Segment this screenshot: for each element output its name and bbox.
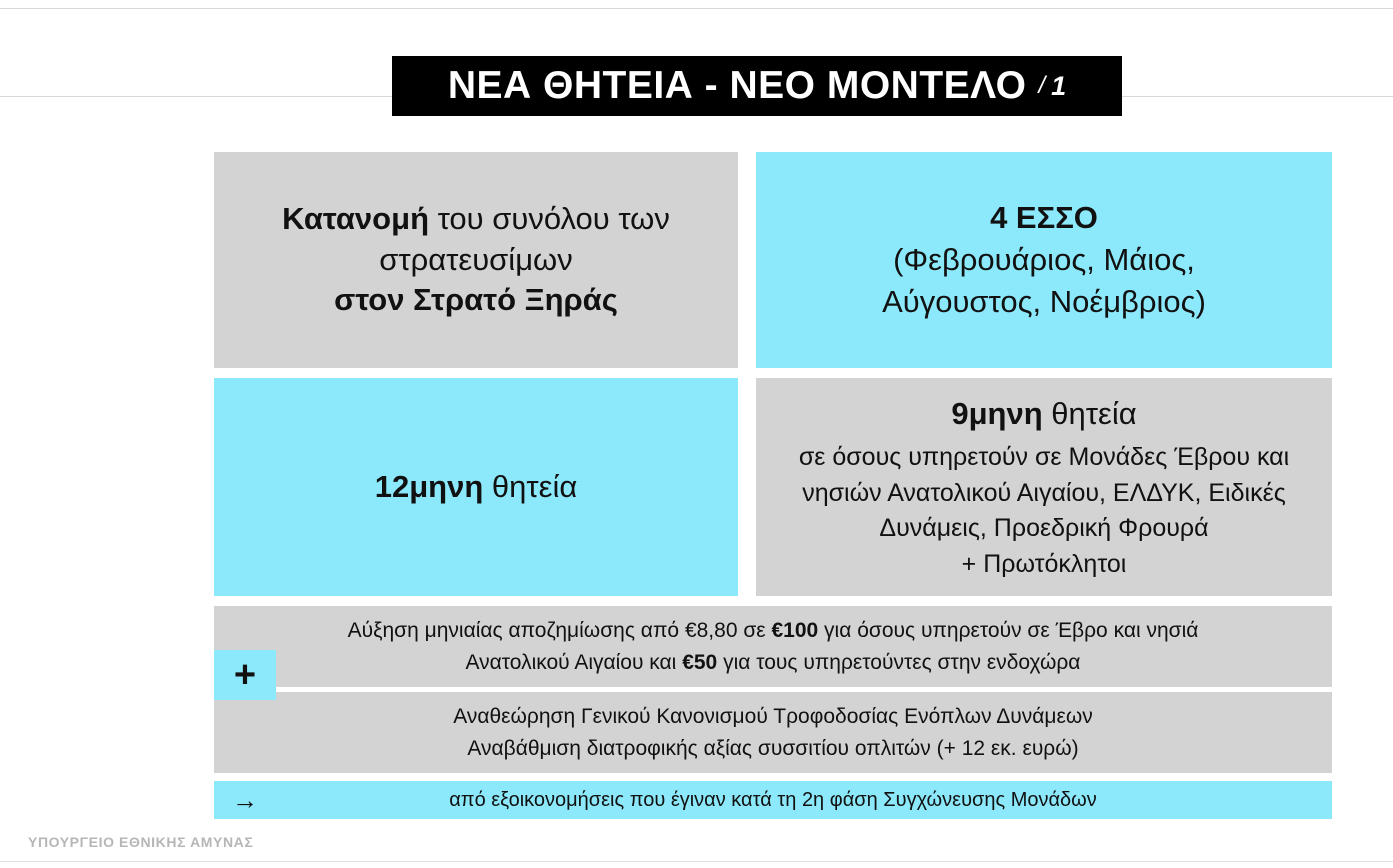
- card-twelve-month-line: [375, 469, 578, 505]
- card-nine-month-heading: [951, 392, 1136, 436]
- arrow-bar-text: από εξοικονομήσεις που έγιναν κατά τη 2η φάση Συγχώνευσης Μονάδων: [214, 781, 1332, 819]
- card-esso-line1: (Φεβρουάριος, Μάιος,: [893, 242, 1195, 278]
- card-nine-month-line1: σε όσους υπηρετούν σε Μονάδες Έβρου και: [798, 443, 1290, 472]
- plus-bar-compensation: [214, 606, 1332, 687]
- card-twelve-month-bold: 12μηνη: [374, 469, 484, 504]
- card-nine-month-line3: Δυνάμεις, Προεδρική Φρουρά: [879, 514, 1209, 543]
- plus-rows: [214, 606, 1332, 773]
- card-allocation-line1-rest: του συνόλου των: [429, 200, 670, 236]
- plus-bar1-bold2: €50: [682, 650, 718, 674]
- card-allocation-line2: στρατευσίμων: [379, 241, 573, 277]
- card-esso-line2: Αύγουστος, Νοέμβριος): [882, 283, 1206, 319]
- card-nine-month-line4: + Πρωτόκλητοι: [961, 549, 1127, 578]
- plus-bar1-bold1: €100: [771, 619, 819, 642]
- card-esso-heading: [990, 197, 1098, 239]
- plus-bar2-line1: Αναθεώρηση Γενικού Κανονισμού Τροφοδοσίας Ενόπλων Δυνάμεων: [453, 705, 1093, 728]
- card-esso: [756, 152, 1332, 368]
- content-grid: [214, 152, 1332, 819]
- page-number: 1: [1051, 70, 1067, 101]
- top-divider: [0, 8, 1393, 9]
- bottom-divider: [0, 861, 1393, 862]
- card-allocation: [214, 152, 738, 368]
- card-nine-month-head-rest: θητεία: [1042, 396, 1137, 431]
- row-top: [214, 152, 1332, 368]
- arrow-row: [214, 781, 1332, 819]
- card-allocation-line1-bold: Κατανομή: [282, 200, 430, 236]
- title-separator: /: [1038, 72, 1046, 99]
- plus-bar2-line2: Αναβάθμιση διατροφικής αξίας συσσιτίου οπλιτών (+ 12 εκ. ευρώ): [467, 736, 1079, 760]
- plus-block: [214, 606, 1332, 773]
- card-esso-heading-text: 4 ΕΣΣΟ: [990, 200, 1098, 236]
- card-allocation-line3-bold: στον Στρατό Ξηράς: [334, 282, 618, 318]
- card-allocation-line3: [334, 280, 618, 321]
- row-middle: [214, 378, 1332, 596]
- card-allocation-line1: [282, 199, 670, 240]
- card-nine-month: [756, 378, 1332, 596]
- plus-bar1-part4: για τους υπηρετούντες στην ενδοχώρα: [717, 650, 1081, 674]
- card-twelve-month: [214, 378, 738, 596]
- card-nine-month-bold: 9μηνη: [951, 396, 1043, 431]
- footer-organization: ΥΠΟΥΡΓΕΙΟ ΕΘΝΙΚΗΣ ΑΜΥΝΑΣ: [28, 834, 254, 850]
- plus-bar-nutrition: [214, 692, 1332, 773]
- plus-icon: +: [214, 650, 276, 700]
- plus-bar1-part3: Ανατολικού Αιγαίου και: [465, 650, 683, 674]
- plus-bar1-part2: για όσους υπηρετούν σε Έβρο και νησιά: [818, 619, 1199, 642]
- arrow-right-icon: →: [214, 781, 276, 819]
- page-title-text: ΝΕΑ ΘΗΤΕΙΑ - ΝΕΟ ΜΟΝΤΕΛΟ: [447, 64, 1027, 107]
- page-title: [392, 56, 1122, 116]
- card-nine-month-line2: νησιών Ανατολικού Αιγαίου, ΕΛΔΥΚ, Ειδικές: [802, 478, 1286, 507]
- plus-bar1-part1: Αύξηση μηνιαίας αποζημίωσης από €8,80 σε: [347, 619, 772, 642]
- card-twelve-month-rest: θητεία: [483, 469, 578, 504]
